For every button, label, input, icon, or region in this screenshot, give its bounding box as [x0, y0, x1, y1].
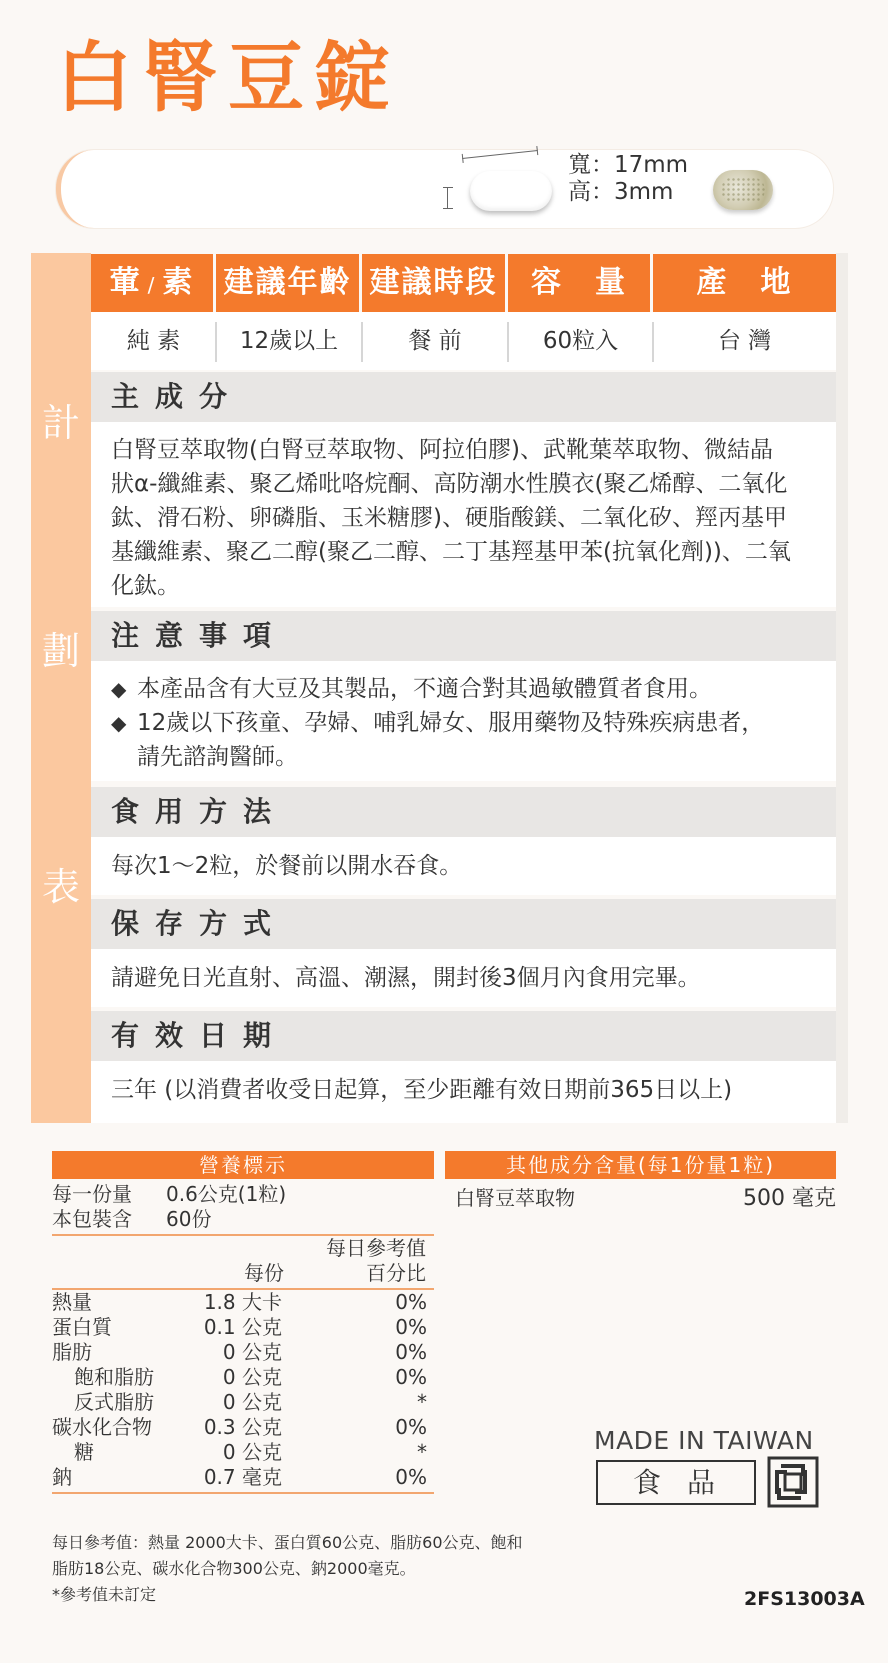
nutrient-dv: 0% [395, 1465, 427, 1489]
serving-label: 每一份量 [52, 1182, 132, 1206]
expiry-title: 有效日期 [111, 1019, 288, 1052]
ingredients-body [91, 422, 836, 607]
header-origin: 產 地 [653, 254, 836, 312]
nutrient-amount: 0.7 毫克 [203, 1465, 282, 1489]
nutrient-amount: 0.1 公克 [203, 1315, 282, 1339]
food-category-icon [767, 1456, 819, 1508]
nutrient-name: 碳水化合物 [52, 1415, 152, 1439]
nutrient-amount: 0 公克 [222, 1390, 282, 1414]
nutrient-amount: 0 公克 [222, 1340, 282, 1364]
ingredients-title: 主成分 [111, 380, 244, 413]
usage-text: 每次1～2粒，於餐前以開水吞食。 [111, 853, 463, 879]
usage-body [91, 837, 836, 895]
nutrient-dv: * [417, 1390, 427, 1414]
food-label-box: 食品 [596, 1460, 756, 1505]
nutrient-amount: 0 公克 [222, 1365, 282, 1389]
footnote-line: 每日參考值：熱量 2000大卡、蛋白質60公克、脂肪60公克、飽和 [52, 1533, 523, 1552]
header-veg: 葷 / 素 [91, 254, 213, 312]
serving-value: 0.6公克(1粒) [166, 1182, 287, 1206]
storage-body [91, 949, 836, 1007]
other-ingredient-name: 白腎豆萃取物 [455, 1186, 575, 1210]
side-char-1: 計 [41, 401, 80, 445]
nutrient-name: 飽和脂肪 [74, 1365, 154, 1389]
ingredients-header [91, 372, 836, 422]
cell-divider [361, 322, 363, 362]
value-origin: 台 灣 [653, 312, 836, 370]
per-serving-header: 每份 [244, 1261, 284, 1285]
ingredients-line: 化鈦。 [111, 573, 180, 599]
nutrient-name: 反式脂肪 [74, 1390, 154, 1414]
height-dimension-mark [443, 187, 453, 209]
pack-label: 本包裝含 [52, 1207, 132, 1231]
nutrition-divider [52, 1492, 434, 1494]
nutrient-name: 鈉 [52, 1465, 72, 1489]
product-code: 2FS13003A [744, 1588, 865, 1610]
side-label-bar [31, 253, 91, 1123]
nutrient-amount: 0 公克 [222, 1440, 282, 1464]
dv-header-1: 每日參考值 [326, 1236, 426, 1260]
notice-body [91, 661, 836, 781]
cell-divider [215, 322, 217, 362]
nutrient-name: 蛋白質 [52, 1315, 112, 1339]
dv-header-2: 百分比 [366, 1261, 426, 1285]
right-frame [836, 253, 848, 1123]
ingredients-line: 白腎豆萃取物(白腎豆萃取物、阿拉伯膠)、武靴葉萃取物、微結晶 [111, 437, 773, 463]
nutrient-dv: 0% [395, 1415, 427, 1439]
storage-title: 保存方式 [111, 907, 288, 940]
storage-text: 請避免日光直射、高溫、潮濕，開封後3個月內食用完畢。 [111, 965, 701, 991]
side-char-2: 劃 [41, 629, 80, 673]
nutrient-dv: 0% [395, 1365, 427, 1389]
cell-divider [507, 322, 509, 362]
nutrient-dv: * [417, 1440, 427, 1464]
nutrient-dv: 0% [395, 1340, 427, 1364]
nutrient-amount: 1.8 大卡 [203, 1290, 282, 1314]
notice-item: ◆ 本產品含有大豆及其製品，不適合對其過敏體質者食用。 [111, 672, 824, 706]
nutrient-amount: 0.3 公克 [203, 1415, 282, 1439]
value-time: 餐 前 [362, 312, 508, 370]
header-age: 建議年齡 [216, 254, 359, 312]
nutrient-dv: 0% [395, 1290, 427, 1314]
footnote-line: 脂肪18公克、碳水化合物300公克、鈉2000毫克。 [52, 1559, 416, 1578]
expiry-text: 三年 (以消費者收受日起算，至少距離有效日期前365日以上) [111, 1077, 733, 1103]
nutrient-name: 糖 [74, 1440, 94, 1464]
bullet-diamond-icon: ◆ [111, 677, 127, 701]
value-capacity: 60粒入 [508, 312, 653, 370]
width-label: 寬：17mm [568, 152, 689, 178]
cell-divider [652, 322, 654, 362]
nutrient-name: 熱量 [52, 1290, 92, 1314]
ingredients-text [111, 433, 824, 603]
ingredients-line: 基纖維素、聚乙二醇(聚乙二醇、二丁基羥基甲苯(抗氧化劑))、二氧 [111, 539, 791, 565]
usage-title: 食用方法 [111, 795, 288, 828]
product-title: 白腎豆錠 [56, 33, 400, 122]
header-capacity: 容 量 [508, 254, 650, 312]
nutrient-name: 脂肪 [52, 1340, 92, 1364]
expiry-header [91, 1011, 836, 1061]
height-label: 高：3mm [568, 179, 674, 205]
notice-item-continued: 請先諮詢醫師。 [137, 744, 298, 770]
ingredients-line: 狀α-纖維素、聚乙烯吡咯烷酮、高防潮水性膜衣(聚乙烯醇、二氧化 [111, 471, 788, 497]
made-in-label: MADE IN TAIWAN [594, 1426, 814, 1455]
other-ingredients-header: 其他成分含量(每1份量1粒) [445, 1151, 836, 1179]
other-ingredient-amount: 500 毫克 [743, 1186, 836, 1211]
notice-list [111, 672, 824, 774]
notice-title: 注意事項 [111, 619, 288, 652]
value-veg: 純 素 [91, 312, 216, 370]
header-time: 建議時段 [362, 254, 505, 312]
notice-header [91, 611, 836, 661]
usage-header [91, 787, 836, 837]
ingredients-line: 鈦、滑石粉、卵磷脂、玉米糖膠)、硬脂酸鎂、二氧化矽、羥丙基甲 [111, 505, 787, 531]
footnote-line: *參考值未訂定 [52, 1585, 157, 1604]
side-char-3: 表 [41, 865, 80, 909]
expiry-body [91, 1061, 836, 1123]
storage-header [91, 899, 836, 949]
value-age: 12歲以上 [216, 312, 362, 370]
nutrition-header: 營養標示 [52, 1151, 434, 1179]
pack-value: 60份 [166, 1207, 212, 1231]
tablet-side-image [470, 171, 552, 211]
bullet-diamond-icon: ◆ [111, 711, 127, 735]
nutrient-dv: 0% [395, 1315, 427, 1339]
notice-item: ◆ 12歲以下孩童、孕婦、哺乳婦女、服用藥物及特殊疾病患者， [111, 706, 824, 740]
tablet-cross-section-image [713, 170, 773, 210]
